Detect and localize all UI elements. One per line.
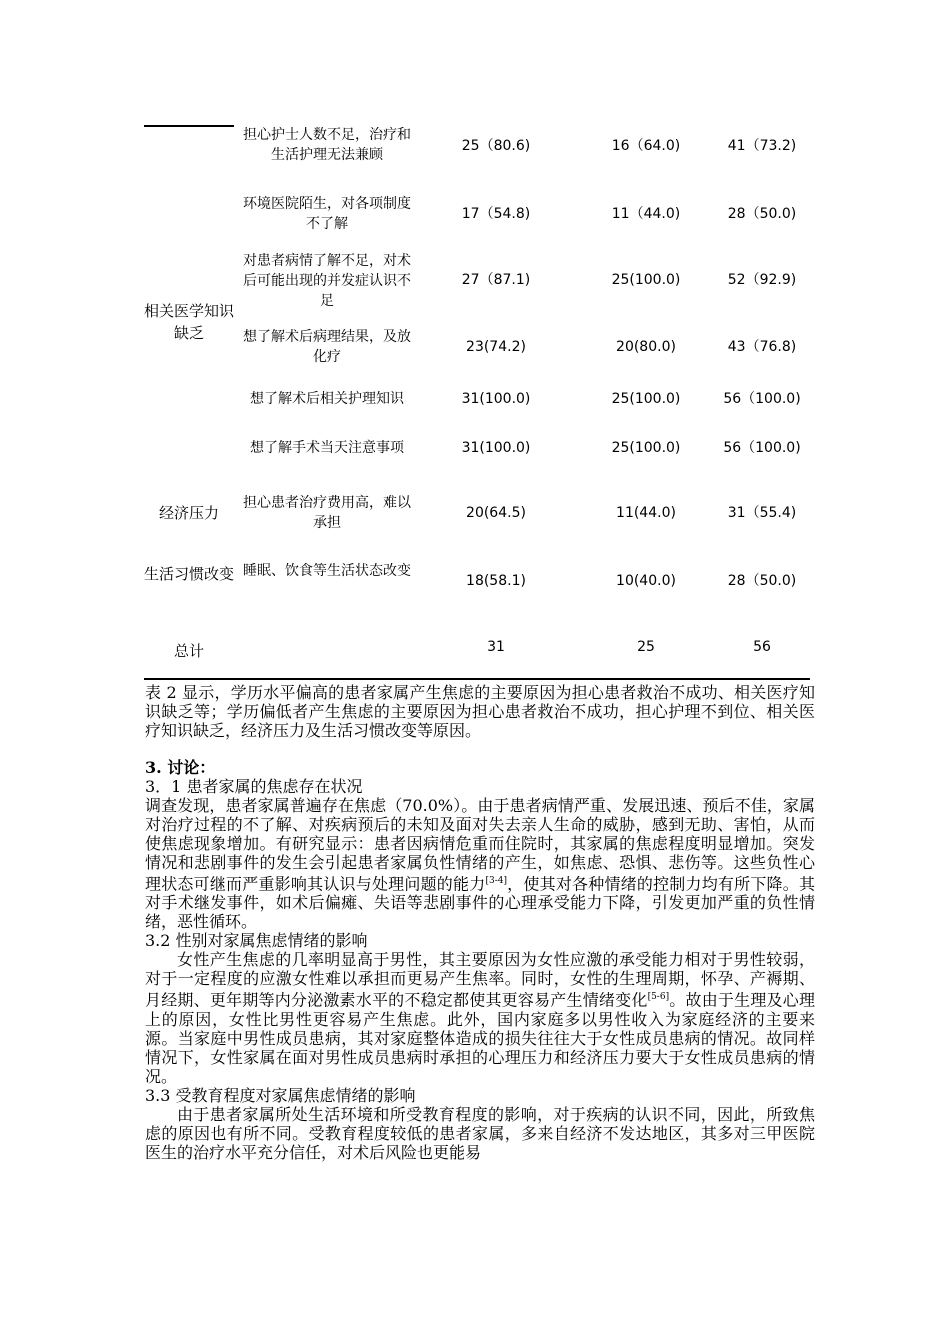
table-cell-group1: 31(100.0) [461,391,531,407]
category-economic: 经济压力 [158,504,219,522]
table-bottom-rule [144,678,810,680]
table-cell-group2: 25(100.0) [611,272,681,288]
table-top-rule-segment [144,125,234,127]
total-label: 总计 [173,642,204,660]
discussion-heading: 3. 讨论： [145,758,216,777]
table-cell-group1: 20(64.5) [466,505,526,521]
table-cell-group2: 11（44.0) [611,206,681,222]
table-cell-group1: 27（87.1) [461,272,531,288]
table-row-item: 想了解术后病理结果，及放化疗 [243,329,411,365]
article-body [145,683,815,1162]
total-overall: 56 [753,639,771,655]
table-summary-paragraph: 表 2 显示，学历水平偏高的患者家属产生焦虑的主要原因为担心患者救治不成功、相关医疗知识缺乏等；学历偏低者产生焦虑的主要原因为担心患者救治不成功，担心护理不到位、相关医疗知识缺乏，经济压力及生活习惯改变等原因。 [145,683,815,740]
table-cell-group1: 25（80.6) [461,138,531,154]
table-cell-group2: 16（64.0) [611,138,681,154]
table-row-item: 想了解手术当天注意事项 [250,440,404,456]
table-cell-group2: 11(44.0) [616,505,676,521]
total-group1: 31 [487,639,505,655]
citation-5-6: [5-6] [647,992,670,1003]
table-cell-group1: 18(58.1) [466,573,526,589]
category-habits: 生活习惯改变 [144,565,235,583]
section-3-2-heading: 3.2 性别对家属焦虑情绪的影响 [145,931,368,951]
table-cell-group1: 17（54.8) [461,206,531,222]
table-cell-group1: 23(74.2) [466,339,526,355]
table-row-item: 对患者病情了解不足，对术后可能出现的并发症认识不足 [243,253,411,309]
section-3-1-heading: 3．1 患者家属的焦虑存在状况 [145,777,363,796]
table-cell-group1: 31(100.0) [461,440,531,456]
category-knowledge: 相关医学知识缺乏 [144,302,235,342]
section-3-3-paragraph: 由于患者家属所处生活环境和所受教育程度的影响，对于疾病的认识不同，因此，所致焦虑的原因也有所不同。受教育程度较低的患者家属，多来自经济不发达地区，其多对三甲医院医生的治疗水平充分信任，对术后风险也更能易 [145,1104,815,1162]
table-cell-total: 41（73.2) [727,138,797,154]
table-row-item: 环境医院陌生，对各项制度不了解 [243,196,411,232]
table-cell-group2: 25(100.0) [611,391,681,407]
total-group2: 25 [637,639,655,655]
section-3-1-paragraph: 调查发现，患者家属普遍存在焦虑（70.0%）。由于患者病情严重、发展迅速、预后不佳，家属对治疗过程的不了解、对疾病预后的未知及面对失去亲人生命的威胁，感到无助、害怕，从而使焦虑现象增加。有研究显示：患者因病情危重而住院时，其家属的焦虑程度明显增加。突发情况和悲剧事件的发生会引起患者家属负性情绪的产生，如焦虑、恐惧、悲伤等。这些负性心理状态可继而严重影响其认识与处理问题的能力[3-4]，使其对各种情绪的控制力均有所下降。其对手术继发事件，如术后偏瘫、失语等悲剧事件的心理承受能力下降，引发更加严重的负性情绪，恶性循环。 [145,796,815,932]
table-cell-total: 56（100.0) [723,440,801,456]
table-cell-total: 31（55.4) [727,505,797,521]
table-cell-total: 43（76.8) [727,339,797,355]
table-row-item: 担心患者治疗费用高，难以承担 [243,495,411,531]
table-cell-group2: 20(80.0) [616,339,676,355]
table-cell-total: 28（50.0) [727,573,797,589]
section-3-2-paragraph: 女性产生焦虑的几率明显高于男性，其主要原因为女性应激的承受能力相对于男性较弱，对于一定程度的应激女性难以承担而更易产生焦率。同时，女性的生理周期，怀孕、产褥期、月经期、更年期等内分泌激素水平的不稳定都使其更容易产生情绪变化[5-6]。故由于生理及心理上的原因，女性比男性更容易产生焦虑。此外，国内家庭多以男性收入为家庭经济的主要来源。当家庭中男性成员患病，其对家庭整体造成的损失往往大于女性成员患病的情况。故同样情况下，女性家属在面对男性成员患病时承担的心理压力和经济压力要大于女性成员患病的情况。 [145,950,815,1086]
table-cell-group2: 25(100.0) [611,440,681,456]
table-cell-total: 56（100.0) [723,391,801,407]
section-3-3-heading: 3.3 受教育程度对家属焦虑情绪的影响 [145,1085,416,1105]
table-cell-total: 52（92.9) [727,272,797,288]
table-cell-total: 28（50.0) [727,206,797,222]
table-row-item: 想了解术后相关护理知识 [250,391,404,407]
table-row-item: 担心护士人数不足，治疗和生活护理无法兼顾 [243,127,411,163]
table-cell-group2: 10(40.0) [616,573,676,589]
citation-3-4: [3-4] [485,876,507,886]
table-row-item: 睡眠、饮食等生活状态改变 [243,563,411,579]
